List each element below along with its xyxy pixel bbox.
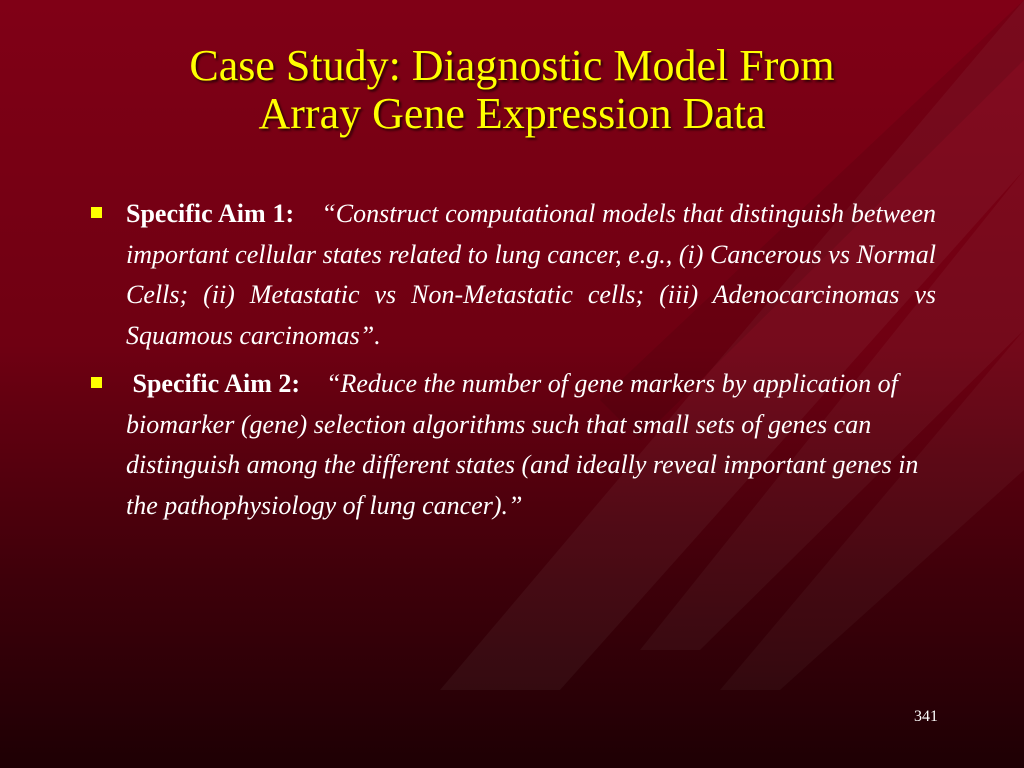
bullet-list (88, 194, 936, 534)
page-number: 341 (914, 708, 938, 725)
bullet-item-aim-1 (88, 194, 936, 356)
bullet-label: Specific Aim 1: (126, 199, 295, 228)
bullet-label: Specific Aim 2: (132, 369, 301, 398)
bullet-item-aim-2 (88, 364, 936, 526)
slide-title (60, 42, 964, 138)
slide-title-line-2: Array Gene Expression Data (258, 89, 766, 138)
bullet-text: “Construct computational models that distinguish between important cellular states related to lung cancer, e.g., (i) Cancerous vs Normal Cells; (ii) Metastatic vs Non-Metastatic cells; (iii) Adenocarcinomas vs Squamous carcinomas”. (126, 199, 937, 350)
square-bullet-icon (91, 207, 102, 218)
bullet-text: “Reduce the number of gene markers by application of biomarker (gene) selection algorithms such that small sets of genes can distinguish among the different states (and ideally reveal important genes in the pathophysiology of lung cancer).” (126, 369, 919, 520)
square-bullet-icon (91, 377, 102, 388)
slide-title-line-1: Case Study: Diagnostic Model From (189, 41, 835, 90)
